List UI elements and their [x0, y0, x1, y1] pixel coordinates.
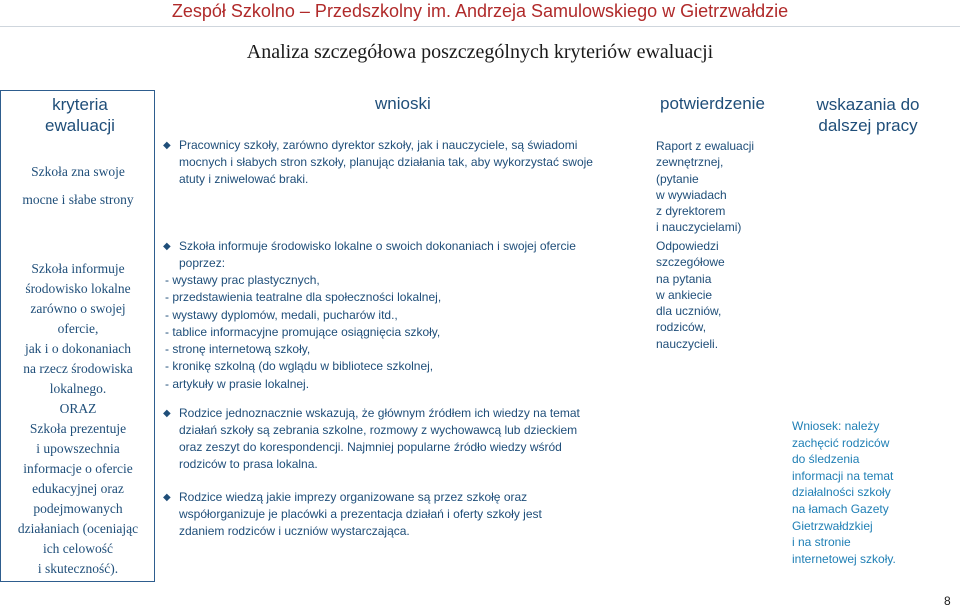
- header-wskazania-line: wskazania do: [816, 95, 920, 114]
- criterion-line: ich celowość: [42, 541, 114, 556]
- evidence-line: dla uczniów,: [656, 304, 722, 319]
- conclusion-3: [163, 405, 641, 473]
- conclusion-line: Rodzice wiedzą jakie imprezy organizowane są przez szkołę oraz: [179, 490, 528, 504]
- recommendation-line: zachęcić rodziców: [792, 435, 890, 450]
- criterion-line: Szkoła prezentuje: [29, 421, 127, 436]
- criterion-1: [4, 162, 152, 210]
- list-item: - przedstawienia teatralne dla społeczności lokalnej,: [165, 290, 442, 305]
- criterion-line: ORAZ: [59, 401, 97, 416]
- criterion-line: podejmowanych: [33, 501, 123, 516]
- header-wskazania-line: dalszej pracy: [818, 116, 918, 135]
- criterion-line: środowisko lokalne: [25, 281, 131, 296]
- header-kryteria: [10, 94, 150, 136]
- bullet-icon: ◆: [163, 408, 171, 419]
- evidence-1: [656, 138, 776, 236]
- criterion-line: informacje o ofercie: [23, 461, 133, 476]
- conclusion-line: współorganizuje je placówki a prezentacja działań i oferty szkoły jest: [179, 507, 542, 521]
- conclusion-line: Pracownicy szkoły, zarówno dyrektor szkoły, jak i nauczyciele, są świadomi: [179, 138, 578, 152]
- conclusion-line: rodziców to prasa lokalna.: [179, 457, 318, 471]
- list-item: - wystawy prac plastycznych,: [165, 273, 320, 287]
- criterion-2: [4, 259, 152, 579]
- conclusion-4: [163, 489, 641, 540]
- header-title: Zespół Szkolno – Przedszkolny im. Andrzeja Samulowskiego w Gietrzwałdzie: [171, 1, 789, 21]
- bullet-icon: ◆: [163, 241, 171, 252]
- conclusion-line: Szkoła informuje środowisko lokalne o swoich dokonaniach i swojej ofercie: [179, 239, 576, 253]
- header-wnioski: wnioski: [375, 94, 431, 113]
- evidence-line: rodziców,: [656, 320, 707, 335]
- evidence-line: i nauczycielami): [656, 220, 742, 235]
- recommendation-line: działalności szkoły: [792, 485, 891, 500]
- list-item: - artykuły w prasie lokalnej.: [165, 376, 310, 391]
- conclusion-line: zdaniem rodziców i uczniów wystarczająca.: [179, 524, 410, 538]
- recommendation-line: na łamach Gazety: [792, 501, 889, 516]
- criterion-line: i upowszechnia: [36, 441, 120, 456]
- header-bar: [0, 0, 960, 27]
- criterion-line: lokalnego.: [49, 381, 107, 396]
- criterion-line: jak i o dokonaniach: [24, 341, 132, 356]
- conclusion-line: działań szkoły są zebrania szkolne, rozmowy z wychowawcą lub dzieckiem: [179, 423, 578, 437]
- criterion-line: Szkoła informuje: [31, 261, 125, 276]
- recommendation-line: Gietrzwałdzkiej: [792, 518, 873, 533]
- criterion-line: edukacyjnej oraz: [32, 481, 124, 496]
- page-number: 8: [944, 594, 951, 608]
- conclusion-line: poprzez:: [179, 256, 226, 270]
- evidence-line: Odpowiedzi: [656, 239, 719, 253]
- conclusion-2: [163, 238, 641, 393]
- conclusion-1: [163, 137, 641, 188]
- recommendation: [792, 418, 924, 567]
- header-wskazania: [800, 94, 936, 136]
- header-kryteria-line: ewaluacji: [45, 116, 115, 135]
- evidence-line: z dyrektorem: [656, 204, 726, 219]
- evidence-line: nauczycieli.: [656, 336, 719, 351]
- channels-list: [165, 272, 641, 393]
- recommendation-line: internetowej szkoły.: [792, 551, 896, 566]
- conclusion-line: oraz zeszyt do korespondencji. Najmniej popularne źródło wiedzy wśród: [179, 440, 562, 454]
- recommendation-line: do śledzenia: [792, 452, 860, 467]
- bullet-icon: ◆: [163, 140, 171, 151]
- evidence-line: (pytanie: [656, 171, 699, 186]
- criterion-line: Szkoła zna swoje: [31, 164, 125, 179]
- list-item: - wystawy dyplomów, medali, pucharów itd.,: [165, 307, 398, 322]
- criterion-line: ofercie,: [57, 321, 99, 336]
- page-subtitle: Analiza szczegółowa poszczególnych kryteriów ewaluacji: [246, 41, 714, 63]
- evidence-line: zewnętrznej,: [656, 155, 724, 170]
- header-potwierdzenie: potwierdzenie: [660, 94, 765, 113]
- evidence-line: w wywiadach: [656, 187, 727, 202]
- list-item: - kronikę szkolną (do wglądu w bibliotece szkolnej,: [165, 359, 434, 374]
- recommendation-line: i na stronie: [792, 535, 851, 550]
- conclusion-line: atuty i zniwelować braki.: [179, 172, 309, 186]
- list-item: - stronę internetową szkoły,: [165, 342, 311, 357]
- criterion-line: działaniach (oceniając: [17, 521, 139, 536]
- list-item: - tablice informacyjne promujące osiągnięcia szkoły,: [165, 324, 441, 339]
- criterion-line: i skuteczność).: [37, 561, 119, 576]
- evidence-line: w ankiecie: [656, 287, 713, 302]
- criterion-line: na rzecz środowiska: [23, 361, 133, 376]
- criterion-line: zarówno o swojej: [30, 301, 126, 316]
- header-kryteria-line: kryteria: [52, 95, 108, 114]
- bullet-icon: ◆: [163, 492, 171, 503]
- criterion-line: mocne i słabe strony: [22, 192, 134, 207]
- evidence-line: Raport z ewaluacji: [656, 139, 755, 153]
- evidence-2: [656, 238, 776, 352]
- conclusion-line: mocnych i słabych stron szkoły, planując działania tak, aby wykorzystać swoje: [179, 155, 593, 169]
- conclusion-line: Rodzice jednoznacznie wskazują, że głównym źródłem ich wiedzy na temat: [179, 406, 580, 420]
- evidence-line: szczegółowe: [656, 255, 725, 270]
- evidence-line: na pytania: [656, 271, 712, 286]
- recommendation-line: informacji na temat: [792, 468, 894, 483]
- recommendation-line: Wniosek: należy: [792, 419, 880, 433]
